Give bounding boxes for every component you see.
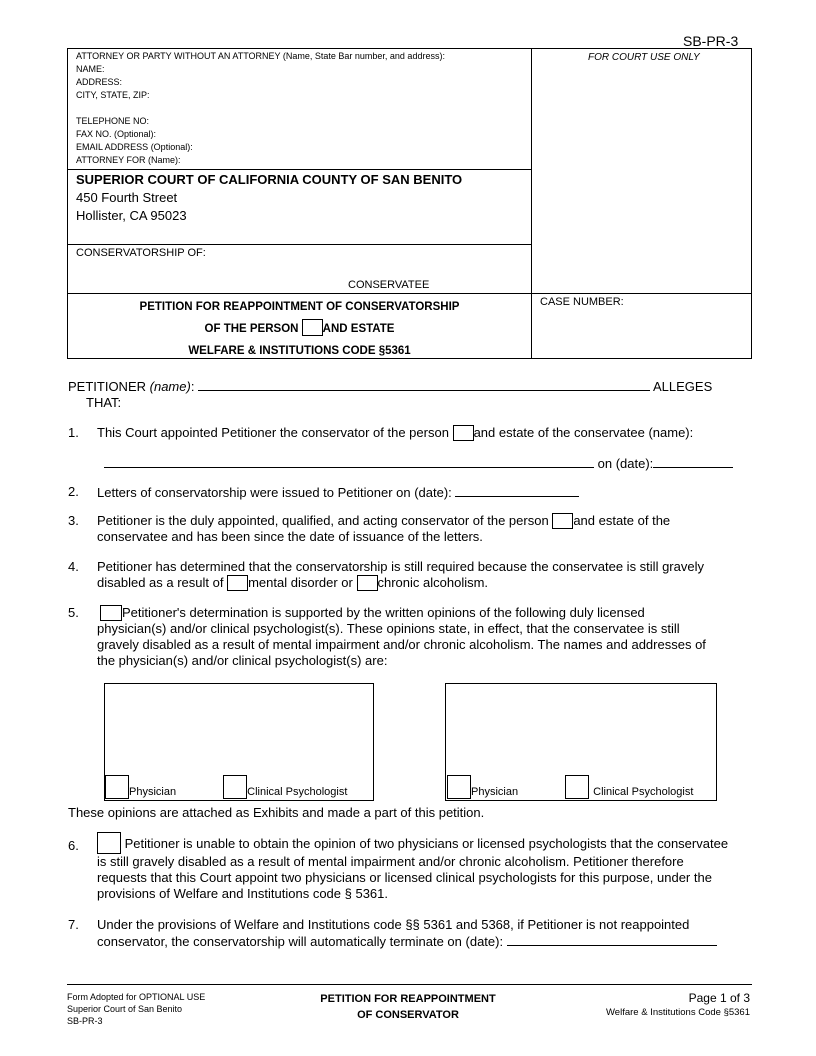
item-7	[97, 917, 757, 950]
item-4-opt-1: mental disorder or	[248, 575, 353, 590]
letters-date-input[interactable]	[455, 484, 579, 497]
item-5-line-2: physician(s) and/or clinical psychologist(s). These opinions state, in effect, that the conservatee is still	[97, 621, 680, 636]
item-3-number: 3.	[68, 513, 79, 528]
conservatorship-label: CONSERVATORSHIP OF:	[76, 247, 206, 259]
item-1	[97, 425, 757, 441]
court-city: Hollister, CA 95023	[76, 208, 187, 223]
item-6-line-1: Petitioner is unable to obtain the opinion of two physicians or licensed psychologists that the conservatee	[124, 836, 729, 851]
that-label: THAT:	[86, 395, 122, 410]
attorney-header: ATTORNEY OR PARTY WITHOUT AN ATTORNEY (Name, State Bar number, and address):	[76, 51, 445, 61]
footer-page: Page 1 of 3	[688, 991, 750, 1005]
item-7-number: 7.	[68, 917, 79, 932]
opinion-1-psychologist-label: Clinical Psychologist	[247, 786, 348, 798]
item-1-person-checkbox[interactable]	[453, 425, 474, 441]
item-6	[97, 832, 767, 902]
item-5-line-4: the physician(s) and/or clinical psychologist(s) are:	[97, 653, 388, 668]
item-5-line-1: Petitioner's determination is supported by the written opinions of the following duly licensed	[122, 605, 645, 620]
title-line-3: WELFARE & INSTITUTIONS CODE §5361	[188, 345, 411, 357]
item-7-line-2: conservator, the conservatorship will automatically terminate on (date):	[97, 934, 504, 949]
conservatee-name-input[interactable]	[104, 455, 594, 468]
item-4-number: 4.	[68, 559, 79, 574]
footer-right	[560, 991, 750, 1019]
item-4-text-b: disabled as a result of	[97, 575, 224, 590]
item-6-checkbox[interactable]	[97, 832, 121, 854]
court-use-label: FOR COURT USE ONLY	[588, 52, 700, 63]
item-4-opt-2: chronic alcoholism.	[377, 575, 489, 590]
item-3-text-b: and estate of the	[573, 513, 671, 528]
petitioner-label: PETITIONER	[68, 379, 147, 394]
title-line-2	[68, 318, 531, 340]
petitioner-line	[68, 378, 712, 395]
title-line-1: PETITION FOR REAPPOINTMENT OF CONSERVATORSHIP	[139, 301, 460, 313]
item-1-on-date: on (date):	[597, 456, 654, 471]
opinion-1-psychologist-checkbox[interactable]	[223, 775, 247, 799]
item-5	[97, 605, 767, 669]
item-5-number: 5.	[68, 605, 79, 620]
attorney-city-field[interactable]: CITY, STATE, ZIP:	[76, 90, 150, 100]
chronic-alcoholism-checkbox[interactable]	[357, 575, 378, 591]
footer-center-1: PETITION FOR REAPPOINTMENT	[320, 993, 496, 1005]
court-name: SUPERIOR COURT OF CALIFORNIA COUNTY OF SAN BENITO	[76, 172, 463, 187]
item-1-date-input[interactable]	[653, 455, 733, 468]
opinion-box-1-options	[105, 775, 347, 799]
item-3-person-checkbox[interactable]	[552, 513, 573, 529]
attorney-address-field[interactable]: ADDRESS:	[76, 77, 123, 87]
opinion-2-physician-label: Physician	[471, 786, 519, 798]
attorney-for-field[interactable]: ATTORNEY FOR (Name):	[76, 155, 181, 165]
alleges-label: ALLEGES	[652, 379, 713, 394]
footer-left-2: Superior Court of San Benito	[67, 1004, 183, 1014]
item-2-number: 2.	[68, 484, 79, 499]
item-2-text: Letters of conservatorship were issued to Petitioner on (date):	[97, 485, 452, 500]
petitioner-name-hint: (name)	[149, 379, 191, 394]
item-1-text-b: and estate of the conservatee (name):	[473, 425, 694, 440]
court-street: 450 Fourth Street	[76, 190, 178, 205]
item-6-line-3: requests that this Court appoint two physicians or licensed clinical psychologists for this purpose, under the	[97, 870, 712, 885]
petitioner-colon: :	[190, 379, 195, 394]
footer-left-1: Form Adopted for OPTIONAL USE	[67, 992, 206, 1002]
opinion-box-2-options	[447, 775, 693, 799]
item-6-number: 6.	[68, 838, 79, 853]
item-1-name-row	[104, 455, 733, 472]
item-7-line-1: Under the provisions of Welfare and Institutions code §§ 5361 and 5368, if Petitioner is not reappointed	[97, 917, 690, 932]
footer-code: Welfare & Institutions Code §5361	[606, 1007, 750, 1018]
item-6-line-2: is still gravely disabled as a result of mental impairment and/or chronic alcoholism. Petitioner therefore	[97, 854, 684, 869]
footer-rule	[67, 984, 752, 985]
footer-center-2: OF CONSERVATOR	[357, 1009, 459, 1021]
footer-left	[67, 991, 205, 1027]
opinion-2-psychologist-label: Clinical Psychologist	[593, 786, 694, 798]
court-use-box	[531, 48, 752, 294]
item-6-line-4: provisions of Welfare and Institutions code § 5361.	[97, 886, 388, 901]
petition-title	[68, 296, 531, 362]
item-3-text-a: Petitioner is the duly appointed, qualified, and acting conservator of the person	[97, 513, 549, 528]
item-2	[97, 484, 757, 501]
form-id: SB-PR-3	[683, 33, 739, 49]
attorney-email-field[interactable]: EMAIL ADDRESS (Optional):	[76, 142, 193, 152]
mental-disorder-checkbox[interactable]	[227, 575, 248, 591]
item-3	[97, 513, 757, 545]
item-1-number: 1.	[68, 425, 79, 440]
petitioner-name-input[interactable]	[198, 378, 650, 391]
item-5-line-3: gravely disabled as a result of mental impairment and/or chronic alcoholism. The names and addresses of	[97, 637, 706, 652]
attorney-fields	[76, 50, 526, 167]
attorney-name-field[interactable]: NAME:	[76, 64, 105, 74]
item-3-text-c: conservatee and has been since the date of issuance of the letters.	[97, 529, 483, 544]
item-4	[97, 559, 767, 591]
title-person: OF THE PERSON	[204, 323, 299, 335]
opinion-2-psychologist-checkbox[interactable]	[565, 775, 589, 799]
person-checkbox[interactable]	[302, 319, 323, 336]
court-info	[76, 171, 462, 225]
item-5-checkbox[interactable]	[100, 605, 122, 621]
title-estate: AND ESTATE	[322, 323, 395, 335]
attorney-fax-field[interactable]: FAX NO. (Optional):	[76, 129, 157, 139]
attached-note: These opinions are attached as Exhibits and made a part of this petition.	[68, 805, 485, 820]
termination-date-input[interactable]	[507, 933, 717, 946]
footer-left-3: SB-PR-3	[67, 1016, 103, 1026]
item-1-text-a: This Court appointed Petitioner the conservator of the person	[97, 425, 449, 440]
attorney-telephone-field[interactable]: TELEPHONE NO:	[76, 116, 150, 126]
item-4-text-a: Petitioner has determined that the conservatorship is still required because the conservatee is still gravely	[97, 559, 704, 574]
case-number-label[interactable]: CASE NUMBER:	[540, 296, 624, 308]
footer-center	[298, 991, 518, 1023]
opinion-2-physician-checkbox[interactable]	[447, 775, 471, 799]
opinion-1-physician-checkbox[interactable]	[105, 775, 129, 799]
opinion-1-physician-label: Physician	[129, 786, 177, 798]
conservatee-label: CONSERVATEE	[348, 279, 430, 291]
